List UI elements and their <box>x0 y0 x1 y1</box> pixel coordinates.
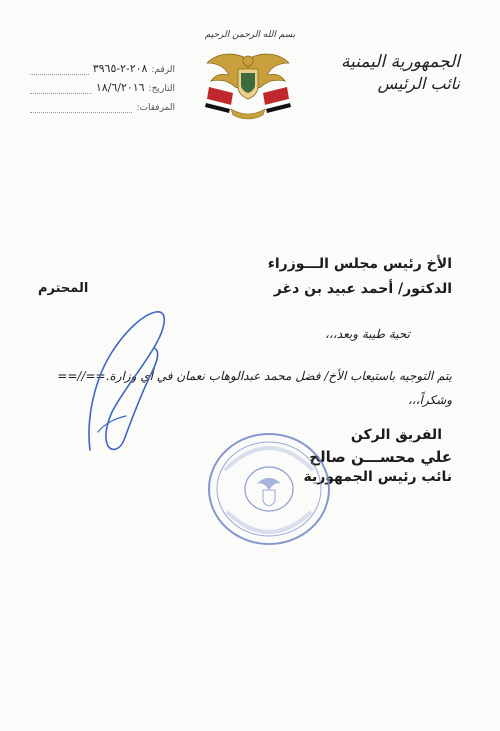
attachments-label: المرفقات: <box>136 103 175 113</box>
handwritten-signature-icon <box>60 300 180 470</box>
date-label: التاريخ: <box>148 84 175 94</box>
signature-rank: الفريق الركن <box>350 427 442 443</box>
reference-block <box>30 56 175 113</box>
greeting: تحية طيبة وبعد،،، <box>325 327 410 341</box>
issuer-heading <box>340 52 460 93</box>
issuer-office: نائب الرئيس <box>377 74 460 93</box>
date-value: ١٨/٦/٢٠١٦ <box>95 81 145 94</box>
official-stamp-icon <box>205 430 333 548</box>
honorific: المحترم <box>38 281 89 296</box>
bismillah: بسم الله الرحمن الرحيم <box>204 30 296 40</box>
ref-number-label: الرقم: <box>151 65 175 75</box>
ref-number-line <box>30 64 89 75</box>
ref-number-row <box>30 56 175 75</box>
addressee-line-2: الدكتور/ أحمد عبيد بن دغر <box>273 281 452 297</box>
attachments-row <box>30 94 175 113</box>
signature-title: نائب رئيس الجمهورية <box>303 469 452 485</box>
date-row <box>30 75 175 94</box>
addressee-line-1: الأخ رئيس مجلس الـــوزراء <box>267 256 452 272</box>
body-line-2: وشكراً،،، <box>407 393 452 407</box>
body-line-1: يتم التوجيه باستيعاب الأخ/ فضل محمد عبدالوهاب نعمان في أي وزارة.==//== <box>57 369 452 383</box>
date-line <box>30 83 92 94</box>
ref-number-value: ٢٠٨-٢-٣٩٦٥ <box>92 62 148 75</box>
attachments-line <box>30 102 132 113</box>
issuer-country: الجمهورية اليمنية <box>340 52 460 72</box>
yemen-eagle-emblem-icon <box>203 47 293 121</box>
signature-name: علي محســـن صالح <box>309 448 452 466</box>
